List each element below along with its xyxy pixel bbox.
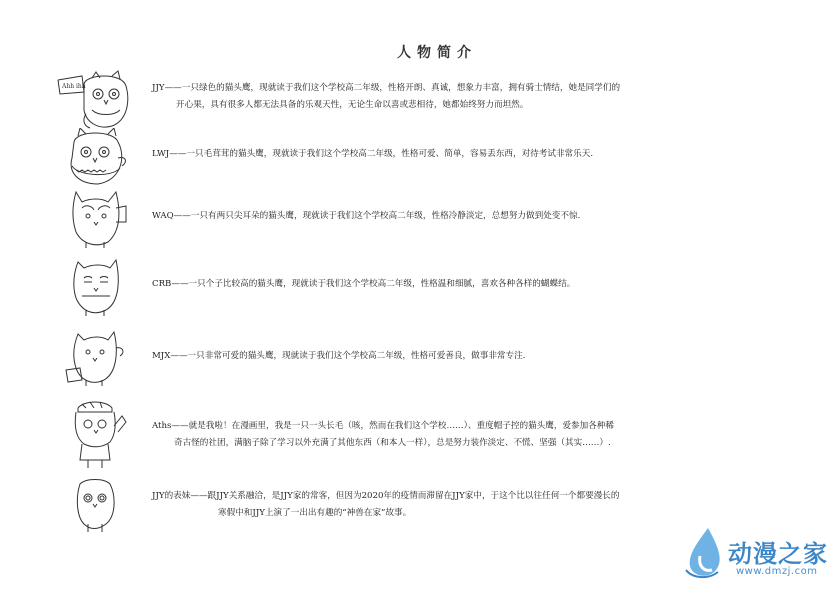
description-line-1: JJY的表妹——跟JJY关系融洽，是JJY家的常客，但因为2020年的疫情而滞留在JJY家中，于这个比以往任何一个都要漫长的 — [152, 491, 620, 501]
character-description — [152, 488, 732, 522]
droplet-logo-icon — [682, 526, 726, 580]
character-description — [152, 146, 732, 163]
owl-crb-illustration — [56, 256, 136, 316]
owl-mjx-illustration — [56, 328, 136, 388]
description-line-1: WAQ——一只有两只尖耳朵的猫头鹰，现就读于我们这个学校高二年级，性格冷静淡定，总想努力做到处变不惊. — [152, 211, 581, 221]
description-line-2: 奇古怪的社团，满脑子除了学习以外充满了其他东西（和本人一样），总是努力装作淡定、不慌、坚强（其实……）. — [174, 438, 611, 448]
owl-lwj-illustration — [56, 128, 136, 188]
owl-sign-text: Ahh ihh — [62, 83, 86, 90]
character-description — [152, 276, 732, 293]
character-description — [152, 208, 732, 225]
character-description — [152, 418, 732, 452]
owl-waq-illustration — [56, 188, 136, 248]
description-line-1: JJY——一只绿色的猫头鹰，现就读于我们这个学校高二年级，性格开朗、真诚，想象力丰富，拥有骑士情结，她是同学们的 — [152, 83, 621, 93]
owl-cousin-illustration — [56, 476, 136, 536]
character-description — [152, 80, 732, 114]
owl-jjy-illustration — [56, 70, 136, 130]
description-line-2: 开心果，具有很多人都无法具备的乐观天性，无论生命以喜或悲相待，她都始终努力而坦然。 — [176, 100, 529, 110]
description-line-1: LWJ——一只毛茸茸的猫头鹰，现就读于我们这个学校高二年级，性格可爱、简单，容易丢东西，对待考试非常乐天. — [152, 149, 594, 159]
description-line-1: MJX——一只非常可爱的猫头鹰，现就读于我们这个学校高二年级，性格可爱善良，做事非常专注. — [152, 351, 526, 361]
watermark-name: 动漫之家 — [728, 540, 828, 568]
character-description — [152, 348, 732, 365]
watermark-url: www.dmzj.com — [736, 566, 818, 577]
description-line-1: Aths——就是我啦！在漫画里，我是一只一头长毛（咳，然而在我们这个学校……）、重度帽子控的猫头鹰，爱参加各种稀 — [152, 421, 615, 431]
description-line-1: CRB——一只个子比较高的猫头鹰，现就读于我们这个学校高二年级，性格温和细腻，喜欢各种各样的蝴蝶结。 — [152, 279, 576, 289]
owl-aths-illustration — [56, 398, 136, 470]
description-line-2: 寒假中和JJY上演了一出出有趣的“神兽在家”故事。 — [218, 508, 412, 518]
dmzj-watermark — [670, 522, 830, 582]
page-title: 人物简介 — [397, 45, 477, 61]
